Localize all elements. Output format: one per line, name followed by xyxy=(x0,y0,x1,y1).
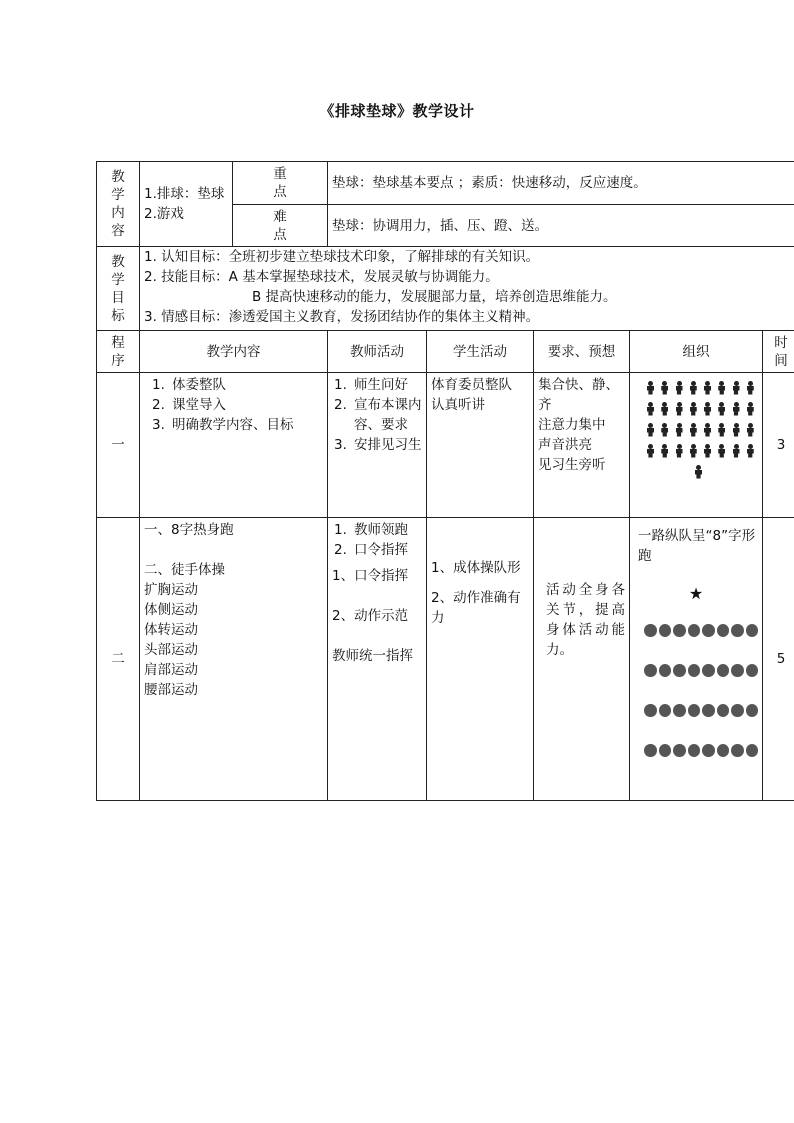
person-icon xyxy=(687,402,701,416)
stage-1: 一 xyxy=(97,373,140,518)
row1-requirement: 集合快、静、齐 注意力集中 声音洪亮 见习生旁听 xyxy=(534,373,630,518)
person-icon xyxy=(687,381,701,395)
person-icon xyxy=(730,381,744,395)
person-icon xyxy=(673,402,687,416)
person-icon xyxy=(658,402,672,416)
dot-icon xyxy=(644,744,657,757)
goal-2b: B 提高快速移动的能力，发展腿部力量，培养创造思维能力。 xyxy=(252,289,617,305)
person-icon xyxy=(644,381,658,395)
person-icon xyxy=(701,423,715,437)
row1-formation xyxy=(630,373,763,518)
goal-3: 3. 情感目标：渗透爱国主义教育，发扬团结协作的集体主义精神。 xyxy=(144,309,540,325)
dot-formation-grid xyxy=(634,610,758,770)
person-icon xyxy=(658,423,672,437)
person-icon xyxy=(644,402,658,416)
person-icon xyxy=(644,423,658,437)
difficulty-text: 垫球：协调用力，插、压、蹬、送。 xyxy=(328,205,794,247)
header-time: 时 间 xyxy=(763,331,794,373)
row1-time: 3 xyxy=(763,373,794,518)
dot-icon xyxy=(717,624,730,637)
person-icon xyxy=(715,423,729,437)
header-requirement: 要求、预想 xyxy=(534,331,630,373)
dot-row xyxy=(644,650,758,690)
row2-time: 5 xyxy=(763,518,794,801)
formation-text: 一路纵队呈“8”字形跑 xyxy=(638,528,756,564)
dot-icon xyxy=(644,704,657,717)
person-icon xyxy=(744,402,758,416)
person-icon xyxy=(715,381,729,395)
dot-icon xyxy=(644,624,657,637)
row1-student: 体育委员整队 认真听讲 xyxy=(427,373,534,518)
dot-icon xyxy=(659,624,672,637)
content-label: 教 学 内 容 xyxy=(97,162,140,247)
header-content: 教学内容 xyxy=(140,331,328,373)
key-label: 重 点 xyxy=(233,162,328,205)
person-icon xyxy=(658,444,672,458)
person-icon xyxy=(730,423,744,437)
dot-icon xyxy=(659,704,672,717)
dot-icon xyxy=(673,624,686,637)
dot-icon xyxy=(717,704,730,717)
formation-row xyxy=(644,377,758,398)
row1-teacher: 1. 师生问好 2. 宣布本课内容、要求 3. 安排见习生 xyxy=(328,373,427,518)
goal-1: 1. 认知目标：全班初步建立垫球技术印象，了解排球的有关知识。 xyxy=(144,249,540,265)
dot-icon xyxy=(731,664,744,677)
person-icon xyxy=(658,381,672,395)
dot-icon xyxy=(746,704,759,717)
goal-2: 2. 技能目标：A 基本掌握垫球技术，发展灵敏与协调能力。 xyxy=(144,269,499,285)
formation-row xyxy=(644,440,758,461)
key-text: 垫球：垫球基本要点 ；素质：快速移动，反应速度。 xyxy=(328,162,794,205)
dot-icon xyxy=(673,744,686,757)
dot-icon xyxy=(702,624,715,637)
dot-icon xyxy=(702,664,715,677)
lesson-plan-table xyxy=(96,161,794,801)
formation-row xyxy=(692,461,758,482)
header-organization: 组织 xyxy=(630,331,763,373)
dot-icon xyxy=(717,744,730,757)
dot-icon xyxy=(688,704,701,717)
dot-icon xyxy=(673,664,686,677)
row2-formation xyxy=(630,518,763,801)
person-icon xyxy=(715,444,729,458)
dot-row xyxy=(644,730,758,770)
person-icon xyxy=(644,444,658,458)
dot-icon xyxy=(746,744,759,757)
dot-icon xyxy=(644,664,657,677)
formation-row xyxy=(644,419,758,440)
dot-icon xyxy=(659,744,672,757)
dot-row xyxy=(644,610,758,650)
header-procedure: 程 序 xyxy=(97,331,140,373)
person-icon xyxy=(730,444,744,458)
person-icon xyxy=(744,381,758,395)
dot-icon xyxy=(702,744,715,757)
person-icon xyxy=(673,444,687,458)
person-icon xyxy=(673,423,687,437)
person-icon xyxy=(692,465,708,479)
dot-icon xyxy=(688,664,701,677)
dot-icon xyxy=(731,744,744,757)
person-icon xyxy=(701,402,715,416)
content-items: 1.排球：垫球 2.游戏 xyxy=(140,162,233,247)
formation-row xyxy=(644,398,758,419)
person-icon xyxy=(687,444,701,458)
formation-grid xyxy=(634,375,758,482)
person-icon xyxy=(715,402,729,416)
person-icon xyxy=(687,423,701,437)
row1-content: 1. 体委整队 2. 课堂导入 3. 明确教学内容、目标 xyxy=(140,373,328,518)
dot-icon xyxy=(688,624,701,637)
person-icon xyxy=(730,402,744,416)
dot-icon xyxy=(746,624,759,637)
person-icon xyxy=(673,381,687,395)
goals-cell xyxy=(140,247,794,331)
goal-label: 教 学 目 标 xyxy=(97,247,140,331)
dot-icon xyxy=(746,664,759,677)
person-icon xyxy=(744,423,758,437)
stage-2: 二 xyxy=(97,518,140,801)
dot-icon xyxy=(702,704,715,717)
row2-content: 一、8字热身跑 二、徒手体操 扩胸运动 体侧运动 体转运动 头部运动 肩部运动 腰部运动 xyxy=(140,518,328,801)
header-student: 学生活动 xyxy=(427,331,534,373)
dot-icon xyxy=(717,664,730,677)
row2-teacher: 1. 教师领跑 2. 口令指挥 1、口令指挥 2、动作示范 教师统一指挥 xyxy=(328,518,427,801)
person-icon xyxy=(701,381,715,395)
dot-icon xyxy=(688,744,701,757)
page-title: 《排球垫球》教学设计 xyxy=(319,102,475,120)
row2-student: 1、成体操队形 2、动作准确有力 xyxy=(427,518,534,801)
header-teacher: 教师活动 xyxy=(328,331,427,373)
difficulty-label: 难 点 xyxy=(233,205,328,247)
dot-row xyxy=(644,690,758,730)
dot-icon xyxy=(659,664,672,677)
person-icon xyxy=(744,444,758,458)
star-icon: ★ xyxy=(688,584,704,603)
dot-icon xyxy=(673,704,686,717)
row2-requirement: 活动全身各关节，提高身体活动能力。 xyxy=(534,518,630,801)
dot-icon xyxy=(731,704,744,717)
dot-icon xyxy=(731,624,744,637)
person-icon xyxy=(701,444,715,458)
